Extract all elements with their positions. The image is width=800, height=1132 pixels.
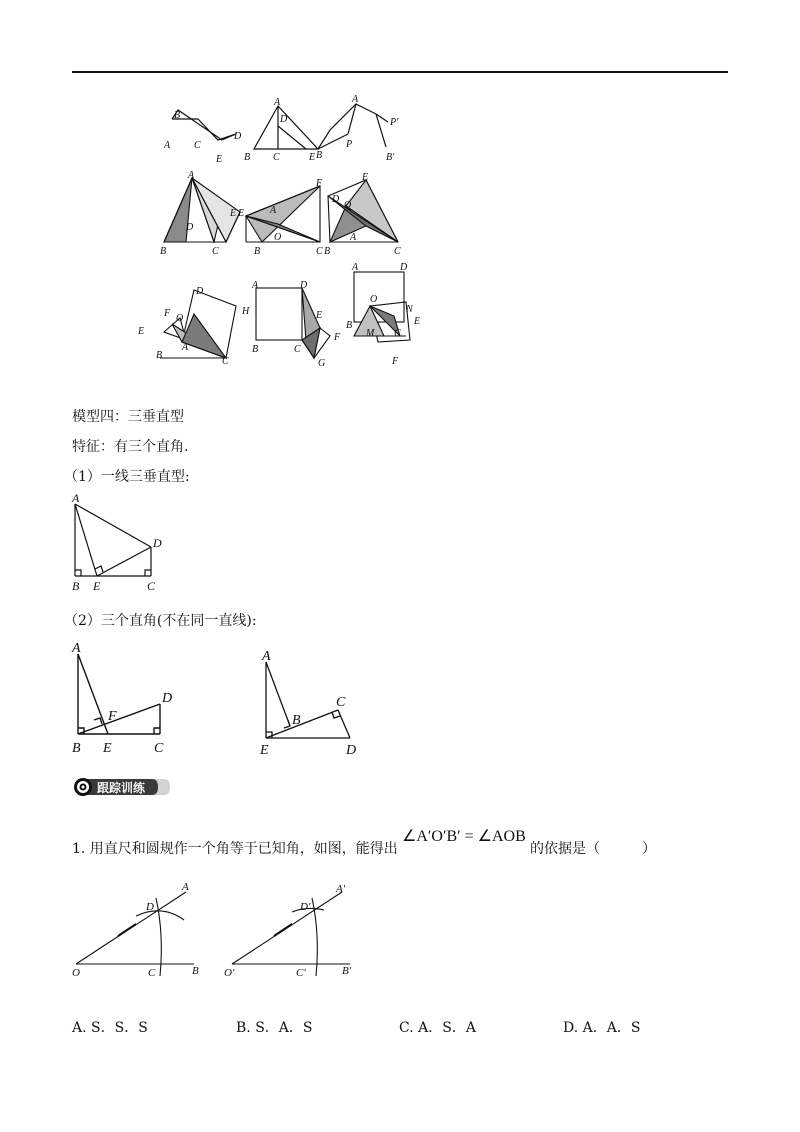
svg-text:C: C bbox=[294, 344, 301, 355]
svg-text:C: C bbox=[394, 246, 401, 257]
svg-text:F: F bbox=[392, 356, 399, 367]
svg-text:C: C bbox=[212, 246, 219, 257]
svg-text:D: D bbox=[332, 194, 340, 205]
svg-text:C: C bbox=[336, 695, 346, 710]
svg-text:B: B bbox=[316, 150, 323, 161]
svg-text:A: A bbox=[182, 342, 189, 353]
svg-text:B: B bbox=[160, 246, 167, 257]
svg-text:O: O bbox=[176, 313, 184, 324]
svg-text:F: F bbox=[164, 308, 171, 319]
svg-text:B: B bbox=[192, 965, 199, 977]
svg-text:C: C bbox=[316, 246, 323, 257]
svg-text:E: E bbox=[230, 208, 237, 219]
tracking-training-badge bbox=[72, 776, 172, 798]
svg-text:E: E bbox=[138, 326, 145, 337]
svg-text:C: C bbox=[194, 140, 201, 151]
row3-labels bbox=[137, 262, 420, 369]
svg-text:F: F bbox=[334, 332, 341, 343]
svg-text:D: D bbox=[186, 222, 194, 233]
svg-text:B′: B′ bbox=[342, 965, 352, 977]
svg-text:B: B bbox=[72, 579, 80, 593]
svg-text:B: B bbox=[292, 713, 301, 728]
svg-text:H: H bbox=[242, 306, 250, 317]
svg-text:E: E bbox=[260, 743, 269, 758]
row1-labels bbox=[163, 94, 399, 165]
svg-text:A: A bbox=[352, 262, 359, 273]
model-title: 模型四：三垂直型 bbox=[72, 409, 184, 425]
case1-heading: （1）一线三垂直型: bbox=[64, 469, 190, 485]
svg-text:A: A bbox=[262, 649, 271, 664]
question-prefix: 1. 用直尺和圆规作一个角等于已知角，如图，能得出 bbox=[72, 841, 398, 857]
svg-text:F: F bbox=[108, 709, 117, 724]
svg-text:C: C bbox=[154, 741, 164, 756]
svg-text:F: F bbox=[316, 178, 323, 189]
svg-text:A: A bbox=[270, 205, 277, 216]
header-rule bbox=[72, 71, 728, 73]
svg-text:O: O bbox=[370, 294, 378, 305]
svg-text:E: E bbox=[93, 579, 101, 593]
question-suffix: 的依据是（ ） bbox=[530, 841, 656, 857]
feature-text: 特征：有三个直角. bbox=[72, 439, 189, 455]
svg-text:C: C bbox=[148, 967, 156, 978]
svg-text:M: M bbox=[366, 328, 375, 339]
svg-text:B: B bbox=[254, 246, 261, 257]
svg-text:A: A bbox=[188, 170, 195, 181]
option-d[interactable]: D. A．A．S bbox=[563, 1020, 641, 1036]
svg-text:E: E bbox=[216, 154, 223, 165]
svg-text:D: D bbox=[346, 743, 357, 758]
option-c[interactable]: C. A．S．A bbox=[399, 1020, 476, 1036]
three-right-angles-figure-a bbox=[66, 636, 186, 760]
svg-text:A: A bbox=[164, 140, 171, 151]
svg-text:A: A bbox=[72, 491, 80, 505]
svg-text:A: A bbox=[72, 641, 81, 656]
case2-heading: （2）三个直角(不在同一直线): bbox=[64, 613, 257, 629]
svg-text:A: A bbox=[350, 232, 357, 243]
badge-label: 跟踪训练 bbox=[97, 781, 146, 795]
target-icon bbox=[72, 776, 94, 798]
svg-text:O: O bbox=[274, 232, 282, 243]
construction-figure-copy bbox=[220, 878, 370, 978]
one-line-three-perpendicular-figure bbox=[64, 490, 174, 598]
option-a[interactable]: A. S．S．S bbox=[72, 1020, 148, 1036]
svg-text:D: D bbox=[400, 262, 408, 273]
svg-text:D: D bbox=[280, 114, 288, 125]
svg-text:O: O bbox=[344, 200, 352, 211]
svg-text:C′: C′ bbox=[296, 967, 306, 978]
svg-text:C: C bbox=[222, 356, 229, 367]
svg-text:E: E bbox=[309, 152, 316, 163]
svg-text:N: N bbox=[406, 304, 413, 315]
svg-text:C: C bbox=[273, 152, 280, 163]
svg-text:A′: A′ bbox=[336, 883, 346, 895]
svg-text:A: A bbox=[274, 97, 281, 108]
svg-text:E: E bbox=[238, 208, 245, 219]
svg-text:A: A bbox=[252, 280, 259, 291]
svg-text:G: G bbox=[318, 358, 326, 369]
svg-text:E: E bbox=[414, 316, 421, 327]
svg-text:D′: D′ bbox=[300, 901, 311, 913]
svg-text:C: C bbox=[394, 328, 401, 339]
svg-text:B: B bbox=[244, 152, 251, 163]
svg-text:D: D bbox=[234, 131, 242, 142]
svg-text:D: D bbox=[162, 691, 173, 706]
construction-figure-original bbox=[64, 878, 214, 978]
svg-text:B: B bbox=[72, 741, 81, 756]
svg-text:P: P bbox=[346, 139, 353, 150]
option-b[interactable]: B. S．A．S bbox=[236, 1020, 313, 1036]
svg-text:O: O bbox=[72, 967, 80, 978]
angle-equality-formula: ∠A′O′B′ = ∠AOB bbox=[402, 828, 526, 845]
model-figure-collage bbox=[130, 92, 450, 370]
svg-text:A: A bbox=[182, 881, 189, 893]
svg-text:D: D bbox=[300, 280, 308, 291]
svg-text:B: B bbox=[324, 246, 331, 257]
svg-text:E: E bbox=[103, 741, 112, 756]
svg-text:B: B bbox=[346, 320, 353, 331]
svg-text:A: A bbox=[352, 94, 359, 105]
svg-text:B: B bbox=[252, 344, 259, 355]
svg-text:D: D bbox=[196, 286, 204, 297]
svg-text:E: E bbox=[316, 310, 323, 321]
svg-text:B: B bbox=[174, 110, 181, 121]
svg-text:D: D bbox=[153, 536, 162, 550]
svg-text:O′: O′ bbox=[224, 967, 235, 978]
svg-text:P′: P′ bbox=[390, 117, 399, 128]
svg-text:B′: B′ bbox=[386, 152, 395, 163]
svg-text:C: C bbox=[147, 579, 156, 593]
svg-text:B: B bbox=[156, 350, 163, 361]
svg-text:E: E bbox=[362, 172, 369, 183]
svg-text:D: D bbox=[146, 901, 154, 913]
three-right-angles-figure-b bbox=[252, 640, 372, 758]
